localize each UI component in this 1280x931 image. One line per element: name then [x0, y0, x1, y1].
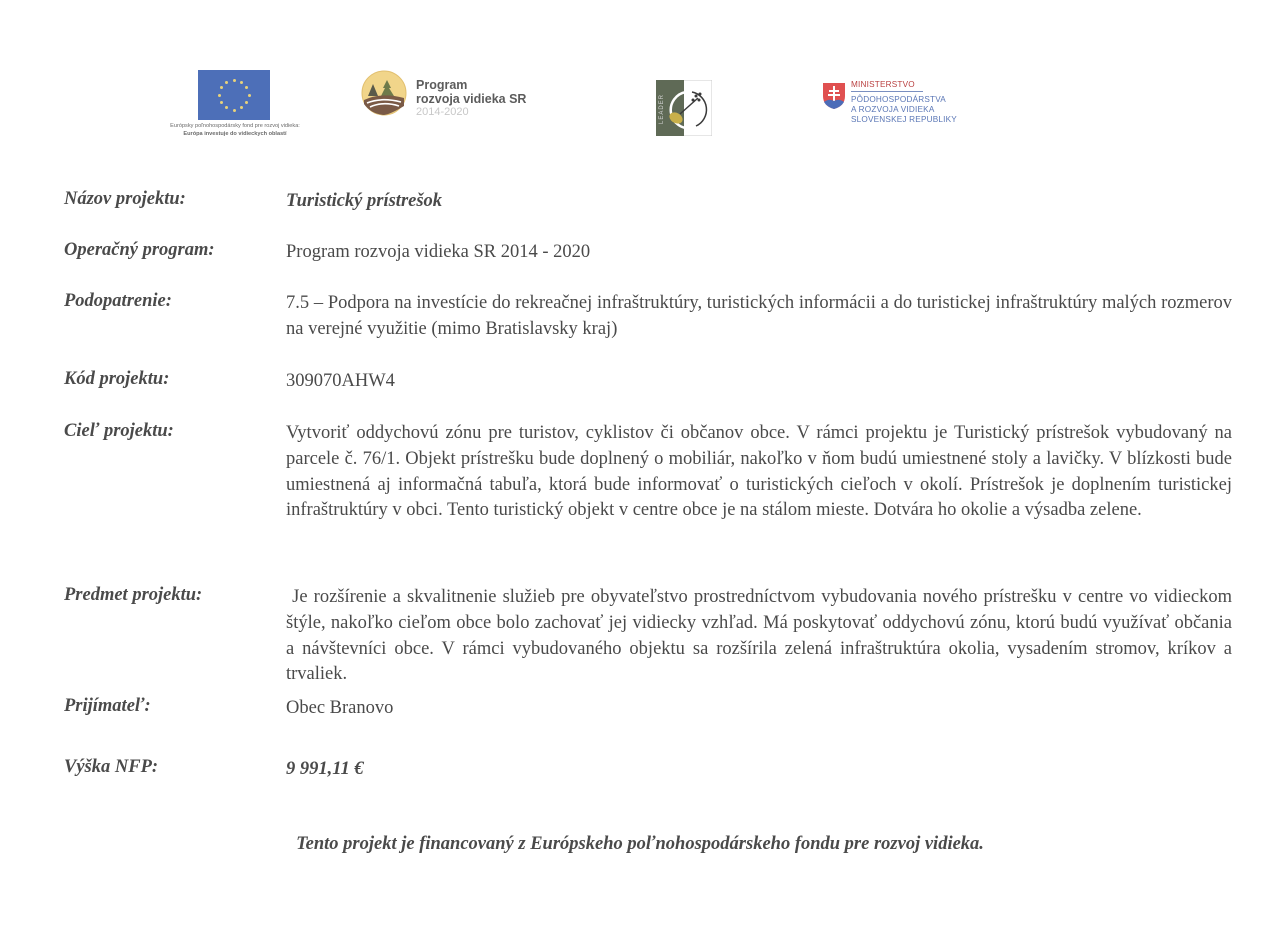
project-name: Turistický prístrešok	[286, 191, 443, 211]
leader-text: LEADER	[659, 93, 665, 124]
program-value: Program rozvoja vidieka SR 2014 - 2020	[286, 242, 591, 262]
field-label: Operačný program:	[64, 240, 215, 260]
recipient: Obec Branovo	[286, 698, 394, 718]
eu-star-icon	[240, 106, 243, 109]
funding-statement: Tento projekt je financovaný z Európskeho poľnohospodárskeho fondu pre rozvoj vidieka.	[296, 834, 984, 854]
prv-title-line2: rozvoja vidieka SR	[416, 92, 527, 106]
leader-logo-icon	[656, 80, 712, 136]
eu-star-icon	[233, 109, 236, 112]
eu-star-icon	[233, 79, 236, 82]
eu-caption-line1: Európsky poľnohospodársky fond pre rozvoj vidieka:	[170, 123, 300, 129]
prv-years: 2014-2020	[416, 106, 469, 118]
field-label: Názov projektu:	[64, 189, 186, 209]
project-goal: Vytvoriť oddychovú zónu pre turistov, cyklistov či občanov obce. V rámci projektu je Turistický prístrešok vybudovaný na parcele č. 76/1. Objekt prístrešku bude doplnený o mobiliár, nakoľko v ňom budú umiestnené stoly a lavičky. V blízkosti bude umiestnená aj informačná tabuľa, ktorá bude informovať o turistických cieľoch v okolí. Prístrešok je doplnením turistickej infraštruktúry v obci. Tento turistický objekt v centre obce je na stálom mieste. Dotvára ho okolie a výsadba zelene.	[286, 423, 1232, 521]
field-label: Cieľ projektu:	[64, 421, 174, 441]
prv-landscape-icon	[361, 70, 407, 116]
ministry-logo	[822, 80, 982, 130]
prv-logo	[361, 70, 561, 122]
project-subject: Je rozšírenie a skvalitnenie služieb pre obyvateľstvo prostredníctvom vybudovania nového prístrešku v centre vo vidieckom štýle, nakoľko cieľom obce bolo zachovať jej vidiecky vzhľad. Má poskytovať oddychovú zónu, ktorú budú využívať občania a návštevníci obce. V rámci vybudovaného objektu sa rozšírila zelená infraštruktúra okolia, vysadením stromov, kríkov a trvaliek.	[286, 587, 1237, 685]
ministry-line2: PÔDOHOSPODÁRSTVA	[851, 95, 946, 104]
prv-title-line1: Program	[416, 78, 468, 92]
logo-bar	[0, 0, 1280, 160]
project-code: 309070AHW4	[286, 371, 395, 391]
eu-star-icon	[218, 94, 221, 97]
field-label: Výška NFP:	[64, 757, 159, 777]
grant-amount: 9 991,11 €	[286, 759, 364, 779]
eu-caption-line2: Európa investuje do vidieckych oblastí	[183, 131, 287, 137]
eu-star-icon	[225, 81, 228, 84]
podopatrenie-value: 7.5 – Podpora na investície do rekreačnej infraštruktúry, turistických informácii a do turistickej infraštruktúry malých rozmerov na verejné využitie (mimo Bratislavsky kraj)	[286, 293, 1232, 339]
eu-star-icon	[248, 94, 251, 97]
eu-star-icon	[220, 101, 223, 104]
field-label: Podopatrenie:	[64, 291, 172, 311]
field-label: Kód projektu:	[64, 369, 170, 389]
slovak-coat-of-arms-icon	[822, 82, 846, 110]
eu-flag-icon	[198, 70, 270, 120]
ministry-line1: MINISTERSTVO	[851, 80, 915, 89]
field-label: Predmet projektu:	[64, 585, 203, 605]
ministry-divider	[851, 91, 923, 92]
field-label: Prijímateľ:	[64, 696, 151, 716]
eu-star-icon	[240, 81, 243, 84]
ministry-line3: A ROZVOJA VIDIEKA	[851, 105, 935, 114]
eu-star-icon	[225, 106, 228, 109]
eu-star-icon	[245, 101, 248, 104]
ministry-line4: SLOVENSKEJ REPUBLIKY	[851, 115, 957, 124]
eu-star-icon	[245, 86, 248, 89]
eu-star-icon	[220, 86, 223, 89]
